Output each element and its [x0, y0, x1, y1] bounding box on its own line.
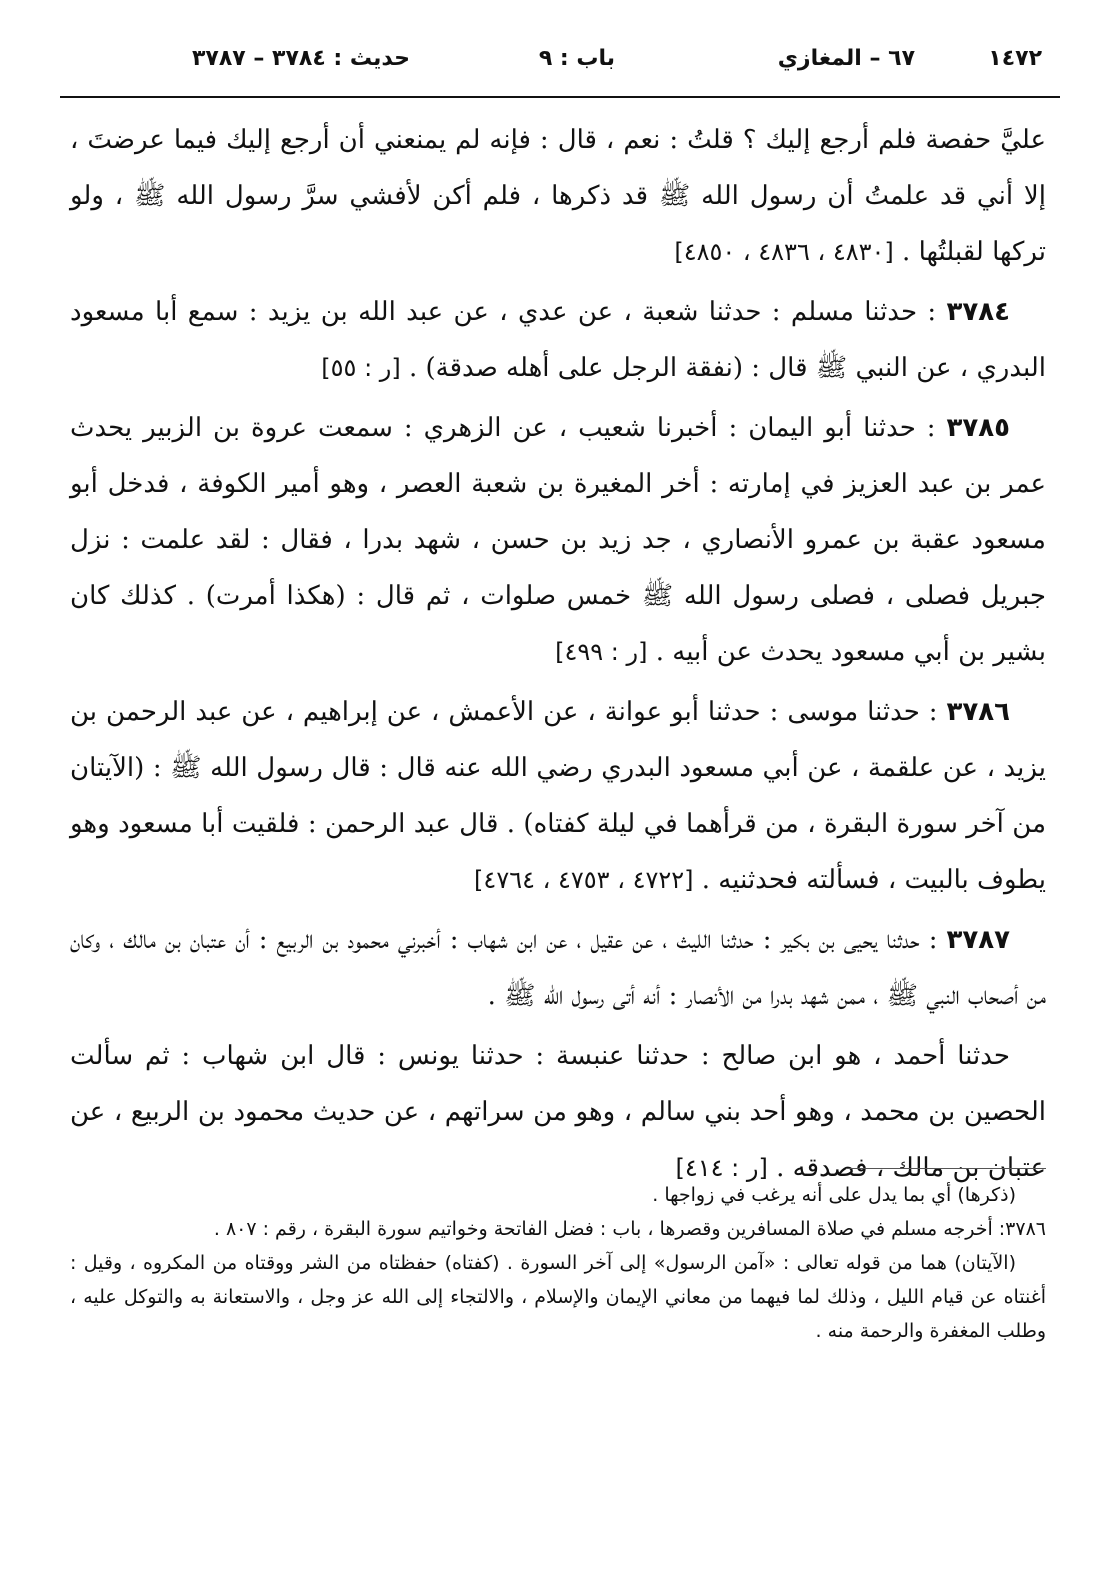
cross-reference: [ر : ٤٩٩]: [555, 638, 648, 666]
hadith-3784: [70, 284, 1046, 396]
main-text: [70, 112, 1046, 1200]
hadith-3785: [70, 400, 1046, 680]
paragraph-text: : حدثنا موسى : حدثنا أبو عوانة ، عن الأعمش ، عن إبراهيم ، عن عبد الرحمن بن يزيد ، عن علقمة ، عن أبي مسعود البدري رضي الله عنه قال : قال رسول الله ﷺ : (الآيتان من آخر سورة البقرة ، من قرأهما في ليلة كفتاه) . قال عبد الرحمن : فلقيت أبا مسعود وهو يطوف بالبيت ، فسألته فحدثنيه .: [70, 697, 1046, 895]
hadith-3787: [70, 912, 1046, 1024]
footnote-divider: [846, 1168, 1046, 1169]
paragraph-text: : حدثنا أبو اليمان : أخبرنا شعيب ، عن الزهري : سمعت عروة بن الزبير يحدث عمر بن عبد العزيز في إمارته : أخر المغيرة بن شعبة العصر ، وهو أمير الكوفة ، فدخل أبو مسعود عقبة بن عمرو الأنصاري ، جد زيد بن حسن ، شهد بدرا ، فقال : لقد علمت : نزل جبريل فصلى ، فصلى رسول الله ﷺ خمس صلوات ، ثم قال : (هكذا أمرت) . كذلك كان بشير بن أبي مسعود يحدث عن أبيه .: [70, 413, 1046, 667]
cross-reference: [٤٨٣٠ ، ٤٨٣٦ ، ٤٨٥٠]: [674, 238, 894, 266]
book-title: ٦٧ – المغازي: [777, 46, 915, 71]
footnote: (ذكرها) أي بما يدل على أنه يرغب في زواجها .: [652, 1184, 1016, 1206]
paragraph-text: : حدثنا يحيى بن بكير : حدثنا الليث ، عن عقيل ، عن ابن شهاب : أخبرني محمود بن الربيع : أن عتبان بن مالك ، وكان من أصحاب النبي ﷺ ، ممن شهد بدرا من الأنصار : أنه أتى رسول الله ﷺ .: [70, 925, 1046, 1011]
cross-reference: [٤٧٢٢ ، ٤٧٥٣ ، ٤٧٦٤]: [474, 866, 694, 894]
cross-reference: [ر : ٥٥]: [321, 354, 401, 382]
footnote: ٣٧٨٦: أخرجه مسلم في صلاة المسافرين وقصرها ، باب : فضل الفاتحة وخواتيم سورة البقرة ، رقم : ٨٠٧ .: [213, 1218, 1046, 1240]
hadith-3786: [70, 684, 1046, 908]
header-divider: [60, 96, 1060, 98]
footnotes: [70, 1178, 1046, 1348]
paragraph-text: حدثنا أحمد ، هو ابن صالح : حدثنا عنبسة : حدثنا يونس : قال ابن شهاب : ثم سألت الحصين بن محمد ، وهو أحد بني سالم ، وهو من سراتهم ، عن حديث محمود بن الربيع ، عن عتبان بن مالك ، فصدقه .: [70, 1041, 1046, 1183]
hadith-3787-second-chain: [70, 1028, 1046, 1196]
page-number: ١٤٧٢: [988, 46, 1042, 71]
footnote: (الآيتان) هما من قوله تعالى : «آمن الرسول» إلى آخر السورة . (كفتاه) حفظتاه من الشر ووقتاه من المكروه ، وقيل : أغنتاه عن قيام الليل ، وذلك لما فيهما من معاني الإيمان والإسلام ، والالتجاء إلى الله عز وجل ، والاستعانة به والتوكل عليه ، وطلب المغفرة والرحمة منه .: [70, 1252, 1046, 1342]
page-header: [60, 46, 1060, 84]
hadith-number: ٣٧٨٦: [946, 697, 1010, 727]
chapter-label: باب : ٩: [538, 46, 615, 71]
paragraph-continuation: [70, 112, 1046, 280]
hadith-number: ٣٧٨٧: [946, 925, 1010, 955]
paragraph-text: : حدثنا مسلم : حدثنا شعبة ، عن عدي ، عن عبد الله بن يزيد : سمع أبا مسعود البدري ، عن النبي ﷺ قال : (نفقة الرجل على أهله صدقة) .: [70, 297, 1046, 383]
paragraph-text: عليَّ حفصة فلم أرجع إليك ؟ قلتُ : نعم ، قال : فإنه لم يمنعني أن أرجع إليك فيما عرضتَ ، إلا أني قد علمتُ أن رسول الله ﷺ قد ذكرها ، فلم أكن لأفشي سرَّ رسول الله ﷺ ، ولو تركها لقبلتُها .: [70, 125, 1046, 267]
book-page: [60, 0, 1060, 1589]
hadith-number: ٣٧٨٥: [946, 413, 1010, 443]
hadith-range: حديث : ٣٧٨٤ – ٣٧٨٧: [192, 46, 410, 71]
cross-reference: [ر : ٤١٤]: [675, 1154, 768, 1182]
hadith-number: ٣٧٨٤: [946, 297, 1010, 327]
